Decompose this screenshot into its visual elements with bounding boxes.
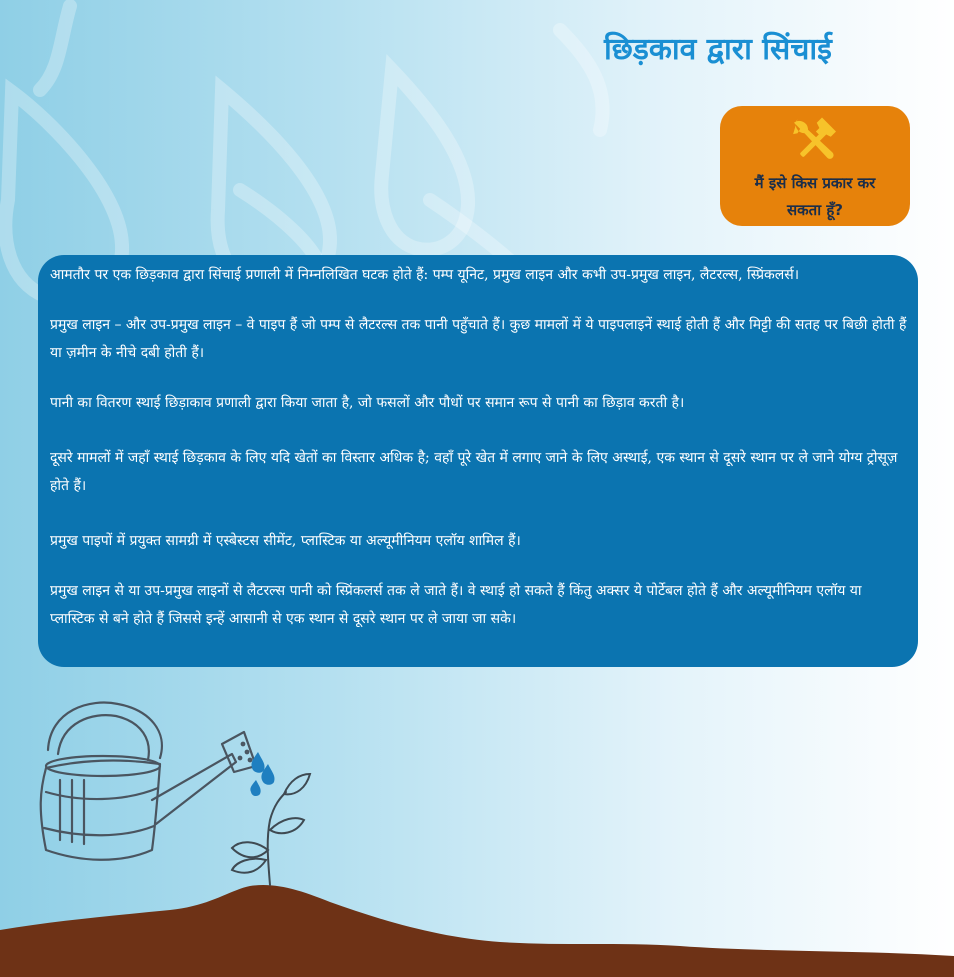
- paragraph-components: आमतौर पर एक छिड़काव द्वारा सिंचाई प्रणाली में निम्नलिखित घटक होते हैं: पम्प यूनिट, प्रमुख लाइन और कभी उप-प्रमुख लाइन, लैटरल्स, स्प्रिंकलर्स।: [50, 267, 800, 283]
- how-to-card[interactable]: [720, 106, 910, 226]
- paragraph-portable: दूसरे मामलों में जहाँ स्थाई छिड़काव के लिए यदि खेतों का विस्तार अधिक है; वहाँ पूरे खेत में लगाए जाने के लिए अस्थाई, एक स्थान से दूसरे स्थान पर ले जाने योग्य ट्रोसूज़ होते हैं।: [50, 450, 898, 494]
- watering-can-illustration: [0, 680, 954, 977]
- how-to-label: मैं इसे किस प्रकार कर सकता हूँ?: [754, 174, 876, 219]
- paragraph-materials: प्रमुख पाइपों में प्रयुक्त सामग्री में एस्बेस्टस सीमेंट, प्लास्टिक या अल्यूमीनियम एलॉय शामिल हैं।: [50, 533, 521, 549]
- tools-icon: [787, 114, 843, 170]
- soil-ground: [0, 885, 954, 977]
- paragraph-laterals: प्रमुख लाइन से या उप-प्रमुख लाइनों से लैटरल्स पानी को स्प्रिंकलर्स तक ले जाते हैं। वे स्थाई हो सकते हैं किंतु अक्सर ये पोर्टेबल होते हैं और अल्यूमीनियम एलॉय या प्लास्टिक से बने होते हैं जिससे इन्हें आसानी से एक स्थान से दूसरे स्थान पर ले जाया जा सके।: [50, 583, 862, 627]
- paragraph-main-line: प्रमुख लाइन – और उप-प्रमुख लाइन – वे पाइप हैं जो पम्प से लैटरल्स तक पानी पहुँचाते हैं। कुछ मामलों में ये पाइपलाइनें स्थाई होती हैं और मिट्टी की सतह पर बिछी होती हैं या ज़मीन के नीचे दबी होती हैं।: [50, 317, 907, 361]
- paragraph-distribution: पानी का वितरण स्थाई छिड़ाकाव प्रणाली द्वारा किया जाता है, जो फसलों और पौधों पर समान रूप से पानी का छिड़ाव करती है।: [50, 395, 685, 411]
- page-title: छिड़काव द्वारा सिंचाई: [604, 32, 832, 67]
- info-panel: [38, 255, 918, 667]
